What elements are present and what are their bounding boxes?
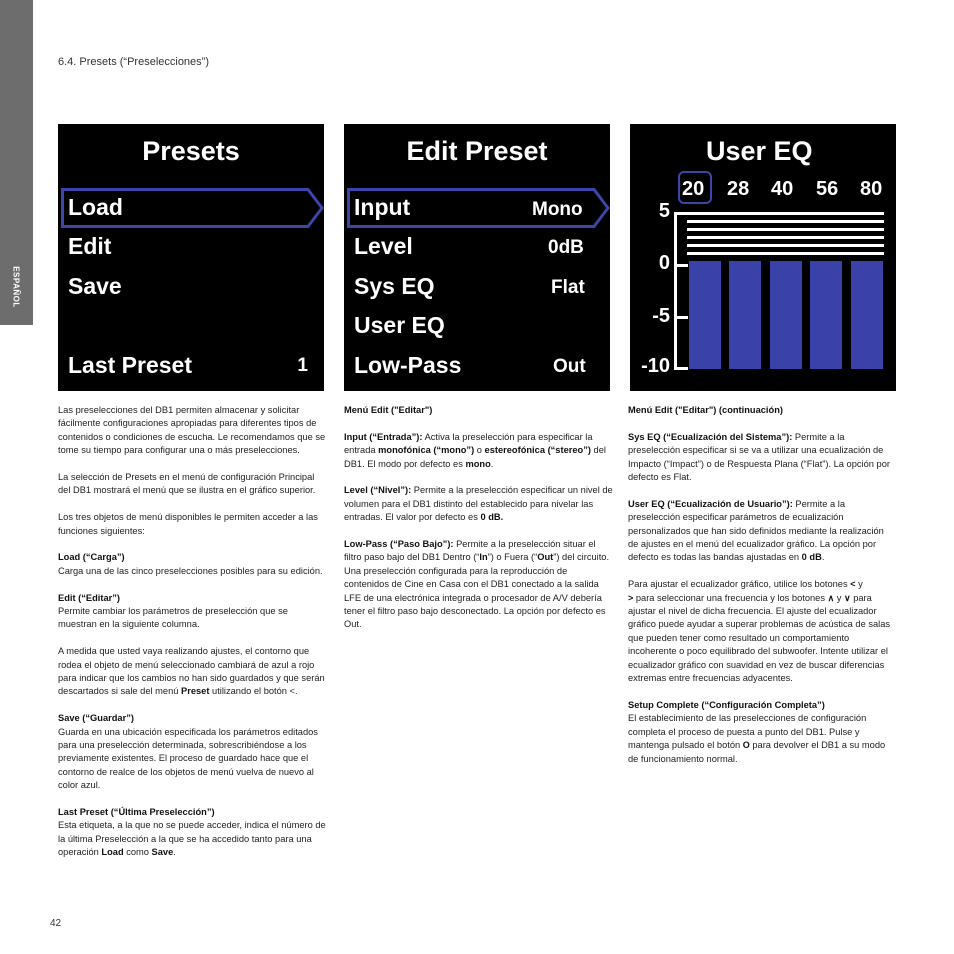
objects-paragraph: Los tres objetos de menú disponibles le permiten acceder a las funciones siguientes:	[58, 512, 318, 536]
last-preset-section	[58, 806, 326, 860]
menu-item-level[interactable]: Level	[354, 233, 413, 259]
low-pass-paragraph	[344, 538, 614, 632]
bold-run: monofónica (“mono”)	[378, 445, 475, 456]
eq-grid-line	[687, 212, 884, 215]
menu-item-last-preset: Last Preset	[68, 352, 193, 378]
menu-item-save[interactable]: Save	[68, 273, 122, 299]
setup-complete-heading: Setup Complete (“Configuración Completa”)	[628, 699, 825, 710]
low-pass-value: Out	[553, 356, 586, 377]
axis-tick	[674, 212, 688, 215]
text-run: Para ajustar el ecualizador gráfico, utilice los botones	[628, 579, 851, 590]
db-label: -5	[652, 305, 670, 327]
freq-label[interactable]: 56	[816, 178, 839, 200]
column-1	[58, 404, 326, 873]
text-run: o	[474, 445, 485, 456]
heading-text: Menú Edit ("Editar") (continuación)	[628, 405, 783, 415]
text-run: para ajustar el nivel de dicha frecuencia. El ajuste del ecualizador gráfico puede ayudar a superar problemas de acústica de salas que pueden tener como resultado un comportamiento incoherente o poco equilibrado del subwoofer. Intente utilizar el ecualizador gráfico con suavidad en vez de buscar diferencias extremas entre frecuencias adyacentes.	[628, 592, 891, 684]
last-preset-value: 1	[297, 355, 308, 376]
bold-run: Low-Pass (“Paso Bajo”):	[344, 539, 454, 550]
text-run: .	[173, 847, 176, 858]
level-paragraph	[344, 484, 614, 524]
column-3	[628, 404, 896, 779]
eq-band-bar[interactable]	[851, 261, 883, 369]
page-number: 42	[50, 918, 62, 929]
menu-item-sys-eq[interactable]: Sys EQ	[354, 273, 435, 299]
bold-run: Input (“Entrada”):	[344, 431, 423, 442]
text-run: .	[490, 458, 494, 469]
edit-section	[58, 592, 326, 632]
edit-menu-continued-heading	[628, 404, 896, 417]
last-preset-heading: Last Preset (“Última Preselección”)	[58, 807, 215, 818]
edit-preset-screen	[344, 124, 610, 391]
input-paragraph	[344, 431, 614, 471]
text-run: y	[834, 592, 845, 603]
freq-label[interactable]: 28	[727, 178, 750, 200]
bold-run: estereofónica (“stereo”)	[484, 445, 591, 456]
eq-grid-line	[687, 220, 884, 223]
bold-run: Preset	[181, 686, 210, 697]
eq-band-bar[interactable]	[729, 261, 761, 369]
text-run: Permite a la preselección especificar un nivel de volumen para el DB1 distinto del establecido para nivelar las entradas. El valor por defecto es	[344, 485, 613, 523]
axis-tick	[674, 264, 688, 267]
section-heading: 6.4. Presets (“Preselecciones”)	[58, 56, 209, 68]
text-run: ”) del circuito. Una preselección configurada para la reproducción de contenidos de Cine en Casa con el DB1 conectado a la salida LFE de una electrónica integrada o procesador de A/V debería tener el filtro paso bajo desconectado. La opción por defecto es Out.	[344, 552, 610, 630]
up-arrow-icon: ∧	[827, 592, 835, 603]
bold-run: Save	[151, 847, 174, 858]
bold-run: 0 dB	[801, 552, 822, 563]
edit-text: Permite cambiar los parámetros de preselección que se muestran en la siguiente columna.	[58, 606, 288, 630]
left-arrow-icon: <	[850, 579, 856, 590]
menu-item-low-pass[interactable]: Low-Pass	[354, 352, 462, 378]
edit-preset-title: Edit Preset	[406, 136, 548, 166]
eq-grid-line	[687, 228, 884, 231]
text-run: Esta etiqueta, a la que no se puede acceder, indica el número de la última Preselección a la que se ha accedido tanto para una operación	[58, 820, 326, 858]
load-section	[58, 551, 326, 578]
bold-run: Sys EQ (“Ecualización del Sistema”):	[628, 431, 793, 442]
eq-instructions-paragraph	[628, 578, 896, 685]
input-value: Mono	[532, 199, 583, 220]
text-run: del DB1. El modo por defecto es	[344, 445, 606, 469]
edit-heading: Edit (“Editar”)	[58, 592, 120, 603]
db-axis	[674, 212, 677, 369]
axis-tick	[674, 367, 688, 370]
user-eq-title: User EQ	[706, 136, 813, 166]
presets-screen	[58, 124, 324, 391]
text-run: para devolver el DB1 a su modo de funcionamiento normal.	[628, 740, 886, 764]
text-run: Permite a la preselección situar el filtro paso bajo del DB1 Dentro (“	[344, 539, 596, 563]
sys-eq-value: Flat	[551, 277, 585, 298]
eq-band-bar[interactable]	[689, 261, 721, 369]
load-heading: Load (“Carga”)	[58, 552, 125, 563]
o-button-icon: O	[742, 740, 750, 751]
text-run: El establecimiento de las preselecciones de configuración completa el proceso de puesta a punto del DB1. Pulse y mantenga pulsado el botón	[628, 713, 867, 751]
save-section	[58, 712, 326, 792]
heading-text: Menú Edit ("Editar")	[344, 405, 433, 415]
user-eq-paragraph	[628, 498, 896, 565]
text-run: Activa la preselección para especificar la entrada	[344, 431, 593, 456]
eq-grid-line	[687, 244, 884, 247]
text-run: Permite a la preselección especificar parámetros de ecualización personalizados que han sido definidos mediante la realización de ajustes en el menú del ecualizador gráfico. La opción por defecto es todas las bandas ajustadas en	[628, 498, 884, 563]
bold-run: Out	[537, 552, 554, 563]
text-run: ”) o Fuera (“	[487, 552, 538, 563]
bold-run: mono	[465, 458, 491, 469]
axis-tick	[674, 316, 688, 319]
down-arrow-icon: ∨	[844, 592, 851, 603]
bold-run: In	[479, 552, 488, 563]
text-run: A medida que usted vaya realizando ajustes, el contorno que rodea el objeto de menú seleccionado cambiará de azul a rojo para indicar que los cambios no han sido guardados y que serán descartados si sale del menú	[58, 646, 325, 697]
save-heading: Save (“Guardar”)	[58, 713, 134, 724]
column-2	[344, 404, 614, 645]
bold-run: 0 dB.	[480, 512, 504, 523]
db-label: -10	[641, 355, 670, 377]
menu-item-edit[interactable]: Edit	[68, 233, 112, 259]
text-run: utilizando el botón <.	[209, 686, 298, 697]
user-eq-screen	[630, 124, 896, 391]
adjust-paragraph	[58, 645, 326, 699]
eq-grid-line	[687, 236, 884, 239]
language-label: ESPAÑOL	[11, 266, 21, 308]
eq-grid-line	[687, 252, 884, 255]
selection-paragraph: La selección de Presets en el menú de configuración Principal del DB1 mostrará el menú que se ilustra en el gráfico superior.	[58, 472, 316, 496]
eq-band-bar[interactable]	[770, 261, 802, 369]
right-arrow-icon: >	[628, 592, 634, 603]
save-text: Guarda en una ubicación especificada los parámetros editados para una preselección determinada, sobrescribiéndose a los previamente existentes. El proceso de guardado hace que el contorno de realce de los objetos de menú vuelva de nuevo al color azul.	[58, 726, 318, 791]
menu-item-user-eq[interactable]: User EQ	[354, 312, 445, 338]
text-run: como	[123, 847, 152, 858]
presets-title: Presets	[142, 136, 240, 166]
freq-label[interactable]: 40	[771, 178, 794, 200]
bold-run: Level (“Nivel”):	[344, 485, 412, 496]
freq-label[interactable]: 80	[860, 178, 883, 200]
sys-eq-paragraph	[628, 431, 896, 485]
eq-band-bar[interactable]	[810, 261, 842, 369]
bold-run: Load	[101, 847, 124, 858]
menu-item-load[interactable]: Load	[68, 194, 123, 220]
text-run: y	[855, 579, 863, 590]
text-run: .	[821, 552, 825, 563]
level-value: 0dB	[548, 237, 584, 258]
setup-complete-section	[628, 699, 896, 766]
freq-label[interactable]: 20	[682, 178, 705, 200]
db-label: 0	[658, 252, 670, 274]
db-label: 5	[658, 200, 670, 222]
intro-paragraph: Las preselecciones del DB1 permiten almacenar y solicitar fácilmente configuraciones apropiadas para diferentes tipos de contenidos o condiciones de escucha. Le recomendamos que se tome su tiempo para configurar una o más preselecciones.	[58, 405, 326, 456]
bold-run: User EQ (“Ecualización de Usuario”):	[628, 498, 793, 509]
load-text: Carga una de las cinco preselecciones posibles para su edición.	[58, 565, 323, 576]
menu-item-input[interactable]: Input	[354, 194, 411, 220]
language-tab	[0, 0, 33, 325]
text-run: Permite a la preselección especificar si se va a utilizar una ecualización de Impacto (“Impact”) o de Respuesta Plana (“Flat”). La opción por defecto es Flat.	[628, 431, 890, 483]
edit-menu-heading	[344, 404, 614, 417]
text-run: para seleccionar una frecuencia y los botones	[633, 592, 828, 603]
